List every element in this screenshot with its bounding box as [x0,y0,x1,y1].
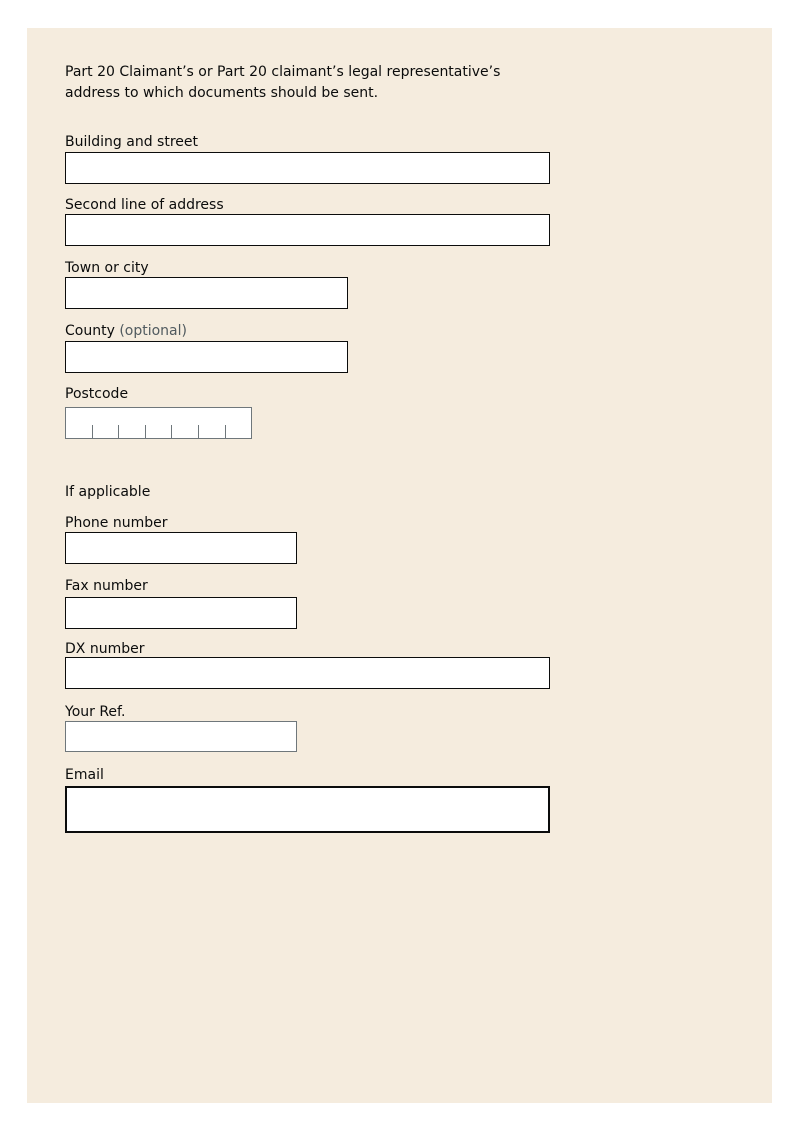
dx-number-label: DX number [65,641,145,657]
form-panel [27,28,772,1103]
postcode-divider [145,425,146,438]
county-label-text: County [65,323,115,339]
phone-number-input[interactable] [65,532,297,564]
town-city-input[interactable] [65,277,348,309]
postcode-divider [225,425,226,438]
if-applicable-heading: If applicable [65,484,151,500]
postcode-divider [198,425,199,438]
postcode-divider [171,425,172,438]
address-intro-text [65,62,565,104]
your-ref-label: Your Ref. [65,704,126,720]
building-street-label: Building and street [65,134,198,150]
your-ref-input[interactable] [65,721,297,752]
second-line-label: Second line of address [65,197,224,213]
intro-line-1: Part 20 Claimant’s or Part 20 claimant’s legal representative’s [65,64,501,80]
county-label [65,322,187,340]
postcode-divider [118,425,119,438]
phone-number-label: Phone number [65,515,168,531]
email-input[interactable] [65,786,550,833]
fax-number-label: Fax number [65,578,148,594]
intro-line-2: address to which documents should be sent. [65,85,379,101]
optional-hint: (optional) [119,323,187,339]
postcode-label: Postcode [65,386,129,402]
postcode-input[interactable] [65,407,252,439]
county-input[interactable] [65,341,348,373]
postcode-divider [92,425,93,438]
building-street-input[interactable] [65,152,550,184]
fax-number-input[interactable] [65,597,297,629]
dx-number-input[interactable] [65,657,550,689]
town-city-label: Town or city [65,260,149,276]
second-line-input[interactable] [65,214,550,246]
email-label: Email [65,767,104,783]
